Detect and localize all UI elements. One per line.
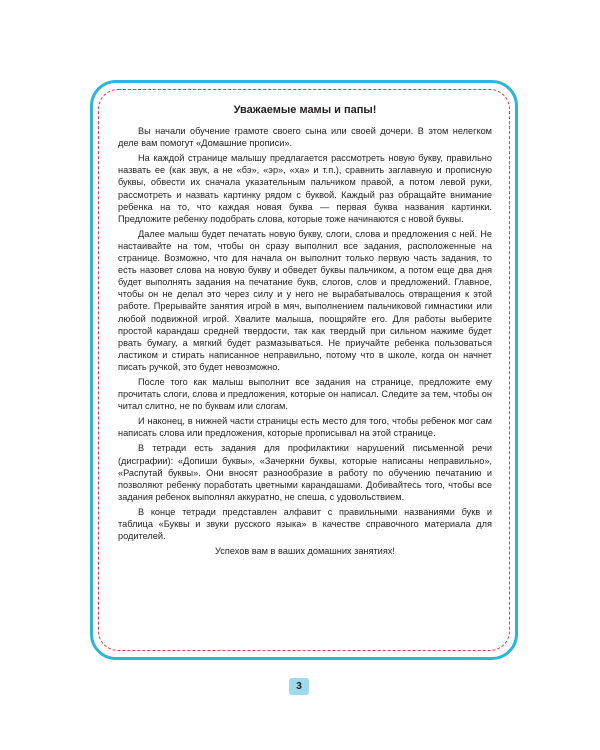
closing-line: Успехов вам в ваших домашних занятиях! xyxy=(215,546,395,557)
letter-content xyxy=(118,104,492,560)
paragraph-7: В конце тетради представлен алфавит с правильными названиями букв и таблица «Буквы и звуки русского языка» в качестве справочного материала для родителей. xyxy=(118,506,492,542)
paragraph-1: Вы начали обучение грамоте своего сына или своей дочери. В этом нелегком деле вам помогут «Домашние прописи». xyxy=(118,126,492,149)
paragraph-6: В тетради есть задания для профилактики нарушений письменной речи (дисграфии): «Допиши буквы», «Зачеркни буквы, которые написаны неправильно», «Распутай буквы». Они вносят разнообразие в работу по обучению печатанию и позволяют ребенку поработать цветными карандашами. Добивайтесь того, чтобы все задания ребенок выполнял аккуратно, не спеша, с удовольствием. xyxy=(118,443,492,502)
paragraph-4: После того как малыш выполнит все задания на странице, предложите ему прочитать слоги, слова и предложения, которые он написал. Следите за тем, чтобы он читал слитно, не по буквам или слогам. xyxy=(118,376,492,412)
letter-title: Уважаемые мамы и папы! xyxy=(233,104,377,116)
paragraph-5: И наконец, в нижней части страницы есть место для того, чтобы ребенок мог сам написать слова или предложения, которые прописывал на этой странице. xyxy=(118,416,492,439)
paragraph-2: На каждой странице малышу предлагается рассмотреть новую букву, правильно назвать ее (как звук, а не «бэ», «эр», «ха» и т.п.), сравнить заглавную и прописную буквы, обвести их сначала указательным пальчиком правой, а потом левой руки, рассмотреть и назвать картинку рядом с буквой. Каждый раз обращайте внимание ребенка на то, что каждая новая буква — первая буква названия картинки. Предложите ребенку подобрать слова, которые тоже начинаются с новой буквы. xyxy=(118,153,492,224)
page-number-badge: 3 xyxy=(289,678,309,695)
paragraph-3: Далее малыш будет печатать новую букву, слоги, слова и предложения с ней. Не настаивайте на том, чтобы он сразу выполнил все задания, расположенные на странице. Возможно, что для начала он выполнит только первую часть задания, то есть назовет слова на новую букву и обведет буквы пальчиком, а потом еще два дня будет выполнять задания на печатание букв, слогов, слов и предложений. Главное, чтобы он не делал это через силу и у него не вырабатывалось отвращения к этой работе. Прерывайте занятия игрой в мяч, выполнением пальчиковой гимнастики или любой подвижной игрой. Хвалите малыша, поощряйте его. Для работы выберите простой карандаш средней твердости, так как твердый при сильном нажиме будет рвать бумагу, а мягкий будет размазываться. Не приучайте ребенка пользоваться ластиком и стирать написанное неправильно, потому что в школе, когда он начнет писать ручкой, это будет невозможно. xyxy=(118,228,492,372)
